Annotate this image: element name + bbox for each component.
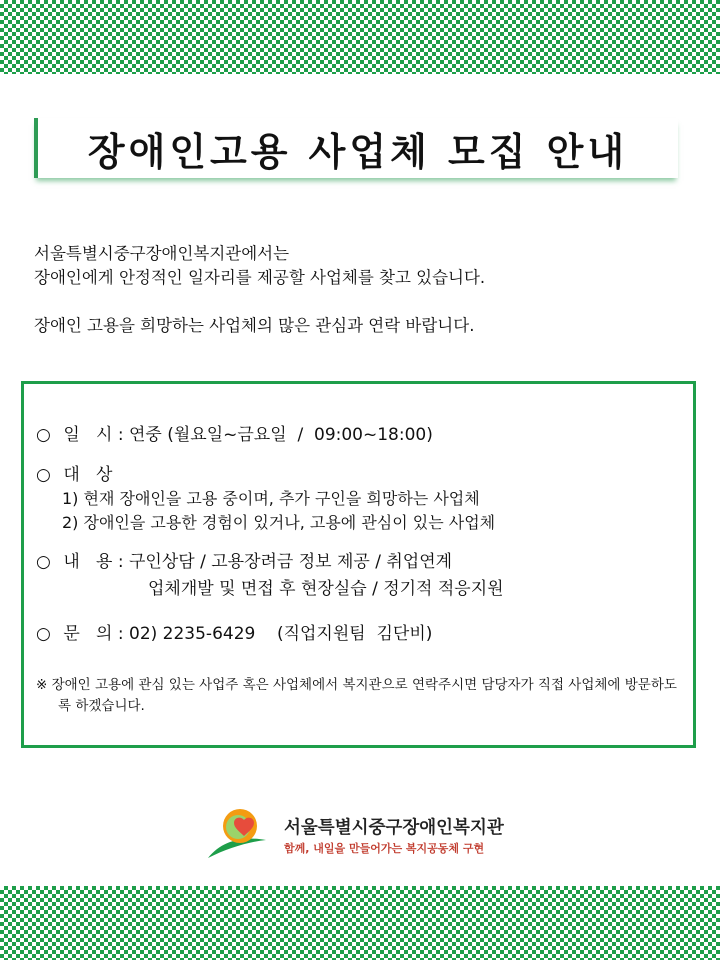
organization-logo [204, 806, 544, 866]
date-row [36, 420, 433, 445]
intro-text [34, 242, 684, 338]
organization-name: 서울특별시중구장애인복지관 [284, 818, 504, 838]
bullet-icon: ○ [36, 552, 51, 572]
contact-note: ※ 장애인 고용에 관심 있는 사업주 혹은 사업체에서 복지관으로 연락주시면 담당자가 직접 사업체에 방문하도록 하겠습니다. [36, 677, 677, 714]
content-line-2: 업체개발 및 면접 후 현장실습 / 정기적 적응지원 [148, 579, 504, 599]
date-value: 연중 (월요일~금요일 / 09:00~18:00) [129, 425, 433, 445]
bullet-icon: ○ [36, 624, 51, 644]
page-title: 장애인고용 사업체 모집 안내 [87, 129, 629, 174]
date-label: 일 시 : [63, 425, 124, 445]
logo-mark-icon [204, 806, 276, 862]
bottom-checker-border [0, 886, 720, 960]
intro-line-1: 서울특별시중구장애인복지관에서는 [34, 244, 290, 263]
title-banner [34, 118, 678, 178]
content-line-1: 구인상담 / 고용장려금 정보 제공 / 취업연계 [129, 552, 453, 572]
target-row [36, 460, 112, 485]
bullet-icon: ○ [36, 425, 51, 445]
contact-label: 문 의 : [63, 624, 124, 644]
intro-line-2: 장애인에게 안정적인 일자리를 제공할 사업체를 찾고 있습니다. [34, 268, 486, 287]
contact-row [36, 619, 432, 644]
target-label: 대 상 [63, 465, 113, 485]
intro-line-3: 장애인 고용을 희망하는 사업체의 많은 관심과 연락 바랍니다. [34, 316, 475, 335]
organization-slogan: 함께, 내일을 만들어가는 복지공동체 구현 [284, 842, 485, 855]
content-label: 내 용 : [63, 552, 124, 572]
contact-value: 02) 2235-6429 (직업지원팀 김단비) [129, 624, 433, 644]
intro-gap [34, 290, 684, 314]
bullet-icon: ○ [36, 465, 51, 485]
top-checker-border [0, 0, 720, 74]
info-box [21, 381, 696, 748]
content-row [36, 547, 452, 572]
target-item-2: 2) 장애인을 고용한 경험이 있거나, 고용에 관심이 있는 사업체 [62, 513, 496, 532]
target-item-1: 1) 현재 장애인을 고용 중이며, 추가 구인을 희망하는 사업체 [62, 489, 480, 508]
